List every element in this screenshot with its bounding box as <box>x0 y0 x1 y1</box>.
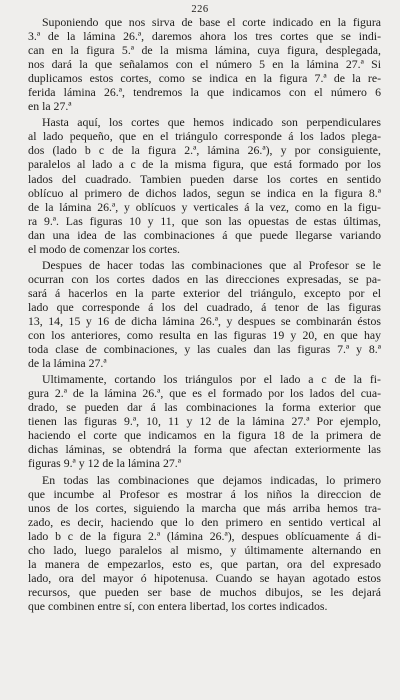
text-line: que combinen entre sí, con entera libertad, los cortes indicados. <box>28 598 328 613</box>
text-line: can en la figura 5.ª de la misma lámina, cuya figura, desplegada, <box>28 43 381 58</box>
text-line: Hasta aquí, los cortes que hemos indicado son perpendiculares <box>42 115 381 130</box>
text-line: ferida lámina 26.ª, tendremos la que indicamos con el número 6 <box>28 85 381 100</box>
text-line: lado, ora del mayor ó hipotenusa. Cuando se hayan agotado estos <box>28 570 381 585</box>
text-line: oblícuo al primero de dichos lados, segun se indica en la figura 8.ª <box>28 185 381 200</box>
text-line: ocurran con los cortes dados en las direcciones expresadas, se pa- <box>28 271 381 286</box>
text-line: Ultimamente, cortando los triángulos por el lado a c de la fi- <box>42 372 381 387</box>
text-line: lado que corresponde á los del cuadrado, á tenor de las figuras <box>28 299 381 314</box>
text-line: En todas las combinaciones que dejamos indicadas, lo primero <box>42 472 381 487</box>
text-line: la manera de empezarlos, esto es, que partan, ora del expresado <box>28 556 381 571</box>
text-line: dos (lado b c de la figura 2.ª, lámina 26.ª), y por consiguiente, <box>28 143 381 158</box>
paragraph <box>28 15 381 113</box>
text-line: Despues de hacer todas las combinaciones que al Profesor se le <box>42 257 381 272</box>
text-line: lado b c de la figura 2.ª (lámina 26.ª), despues oblícuamente á di- <box>28 528 381 543</box>
text-line: ra 9.ª. Las figuras 10 y 11, que son las opuestas de estas últimas, <box>28 213 381 228</box>
text-line: que incumbe al Profesor es mostrar á los niños la direccion de <box>28 486 381 501</box>
text-line: toda clase de combinaciones, y las cuales dan las figuras 7.ª y 8.ª <box>28 342 381 357</box>
text-line: figuras 9.ª y 12 de la lámina 27.ª <box>28 456 181 471</box>
text-line: recursos, que pueden ser base de muchos dibujos, se les dejará <box>28 584 381 599</box>
text-line: con los anteriores, como resulta en las figuras 19 y 20, en que hay <box>28 328 381 343</box>
text-line: al lado pequeño, que en el triángulo corresponde á los lados plega- <box>28 129 381 144</box>
text-line: lados del cuadrado. Tambien pueden darse los cortes en sentido <box>28 171 381 186</box>
text-line: unos de los cortes, siguiendo la marcha que más arriba hemos tra- <box>28 500 381 515</box>
text-line: zado, es decir, haciendo que lo den primero en sentido vertical al <box>28 514 381 529</box>
text-line: duplicamos estos cortes, como se indica en la figura 7.ª de la re- <box>28 71 381 86</box>
paragraph <box>28 372 381 470</box>
text-line: nos dará la que señalamos con el número 5 en la lámina 27.ª Si <box>28 57 381 72</box>
text-line: cho lado, luego paralelos al mismo, y últimamente alternando en <box>28 542 381 557</box>
text-line: en la 27.ª <box>28 99 72 114</box>
text-line: de la lámina 26.ª, y oblícuos y verticales á la vez, como en la figu- <box>28 199 381 214</box>
text-line: haciendo el corte que indicamos en la figura 18 de la primera de <box>28 428 381 443</box>
text-line: tienen las figuras 9.ª, 10, 11 y 12 de la lámina 27.ª Por ejemplo, <box>28 414 381 429</box>
text-line: el modo de comenzar los cortes. <box>28 241 180 256</box>
paragraph <box>28 258 381 370</box>
page-number: 226 <box>191 4 209 15</box>
text-line: gura 2.ª de la lámina 26.ª, que es el formado por los lados del cua- <box>28 386 381 401</box>
text-line: paralelos al lado a c de la misma figura, que está formado por los <box>28 157 381 172</box>
text-line: sará á hacerlos en la parte exterior del triángulo, excepto por el <box>28 285 381 300</box>
paragraph <box>28 115 381 255</box>
text-line: Suponiendo que nos sirva de base el corte indicado en la figura <box>42 15 381 29</box>
text-line: dan una idea de las combinaciones á que puede llegarse variando <box>28 227 381 242</box>
text-line: dichas láminas, se obtendrá la forma que afectan exteriormente las <box>28 442 381 457</box>
body-text <box>28 15 381 615</box>
paragraph <box>28 473 381 613</box>
text-line: de la lámina 27.ª <box>28 356 107 371</box>
text-line: 13, 14, 15 y 16 de dicha lámina 26.ª, y despues se combinarán éstos <box>28 313 381 328</box>
text-line: 3.ª de la lámina 26.ª, daremos ahora los tres cortes que se indi- <box>28 29 381 44</box>
text-line: drado, se pueden dar á las combinaciones la forma exterior que <box>28 400 381 415</box>
